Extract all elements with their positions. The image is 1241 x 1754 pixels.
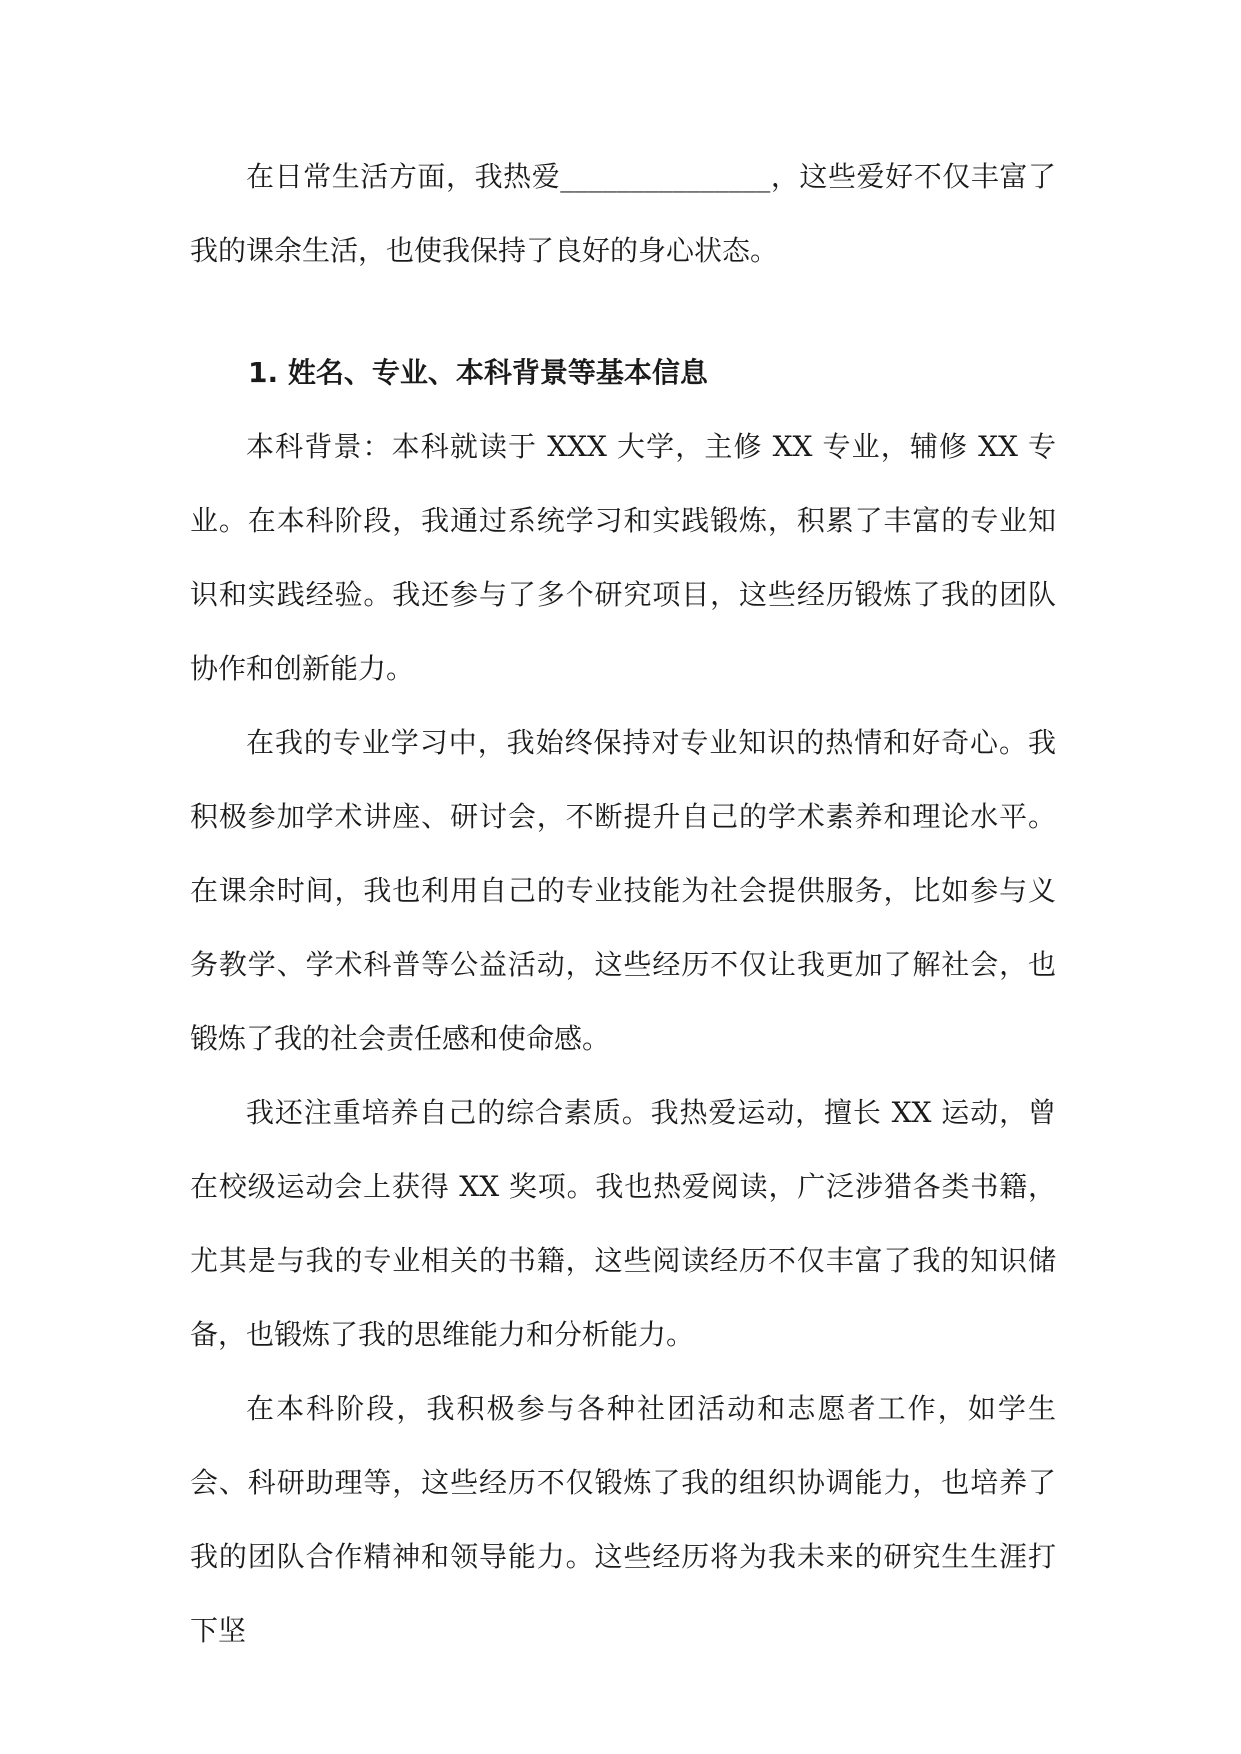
- paragraph-overall-quality: 我还注重培养自己的综合素质。我热爱运动，擅长 XX 运动，曾在校级运动会上获得 XX 奖项。我也热爱阅读，广泛涉猎各类书籍，尤其是与我的专业相关的书籍，这些阅读经历不仅丰富了我的知识储备，也锻炼了我的思维能力和分析能力。: [190, 1096, 1056, 1351]
- paragraph-professional-study: 在我的专业学习中，我始终保持对专业知识的热情和好奇心。我积极参加学术讲座、研讨会，不断提升自己的学术素养和理论水平。在课余时间，我也利用自己的专业技能为社会提供服务，比如参与义务教学、学术科普等公益活动，这些经历不仅让我更加了解社会，也锻炼了我的社会责任感和使命感。: [190, 726, 1056, 1055]
- paragraph-undergrad-background: 本科背景：本科就读于 XXX 大学，主修 XX 专业，辅修 XX 专业。在本科阶段，我通过系统学习和实践锻炼，积累了丰富的专业知识和实践经验。我还参与了多个研究项目，这些经历锻炼了我的团队协作和创新能力。: [190, 430, 1056, 685]
- section-heading: 1. 姓名、专业、本科背景等基本信息: [248, 356, 708, 389]
- paragraph-daily-life: 在日常生活方面，我热爱_______________，这些爱好不仅丰富了我的课余生活，也使我保持了良好的身心状态。: [190, 160, 1056, 267]
- document-body: [190, 140, 1056, 1668]
- paragraph-activities: 在本科阶段，我积极参与各种社团活动和志愿者工作，如学生会、科研助理等，这些经历不仅锻炼了我的组织协调能力，也培养了我的团队合作精神和领导能力。这些经历将为我未来的研究生生涯打下坚: [190, 1392, 1056, 1647]
